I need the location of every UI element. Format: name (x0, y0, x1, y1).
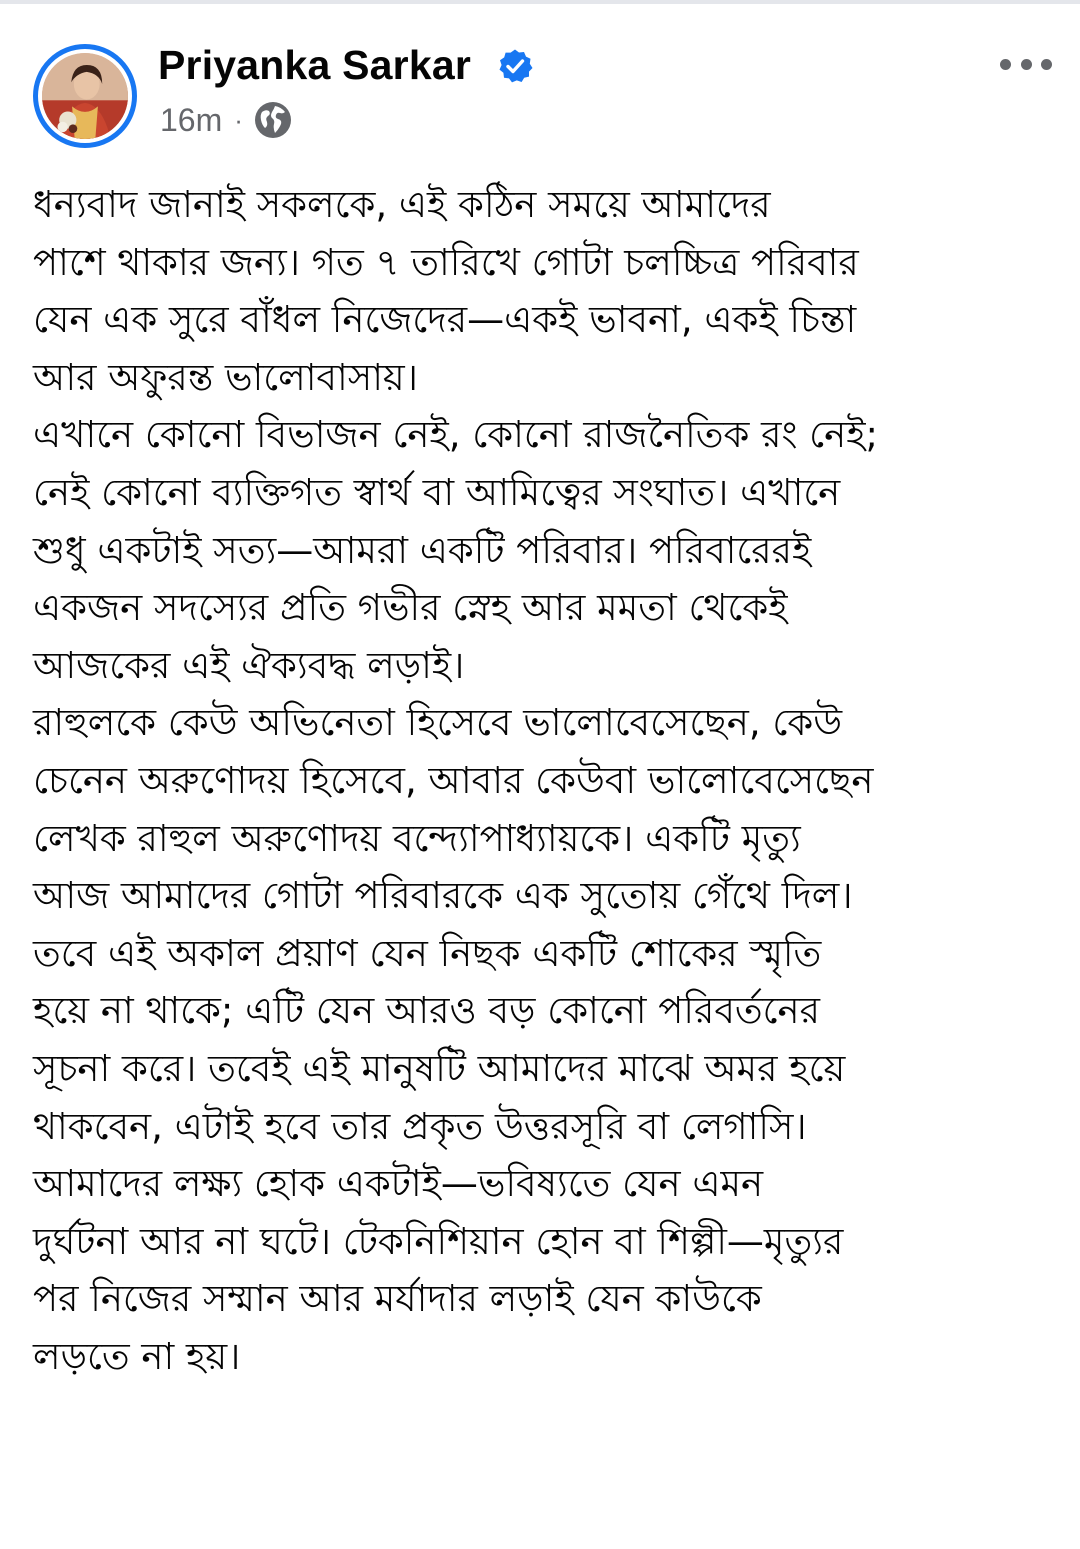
post-text-line: একজন সদস্যের প্রতি গভীর স্নেহ আর মমতা থেকেই (33, 586, 788, 630)
post-text-line: আমাদের লক্ষ্য হোক একটাই—ভবিষ্যতে যেন এমন (33, 1162, 764, 1206)
post-text-line: লেখক রাহুল অরুণোদয় বন্দ্যোপাধ্যায়কে। একটি মৃত্যু (33, 816, 801, 860)
more-options-button[interactable] (994, 44, 1058, 84)
profile-photo-icon (42, 53, 128, 139)
post-text-line: এখানে কোনো বিভাজন নেই, কোনো রাজনৈতিক রং নেই; (33, 413, 878, 457)
post-text-line: নেই কোনো ব্যক্তিগত স্বার্থ বা আমিত্বের সংঘাত। এখানে (33, 470, 841, 514)
post-text-line: দুর্ঘটনা আর না ঘটে। টেকনিশিয়ান হোন বা শিল্পী—মৃত্যুর (33, 1219, 844, 1263)
post-timestamp[interactable]: 16m (160, 101, 223, 138)
verified-badge-icon (497, 48, 533, 84)
globe-icon[interactable] (253, 100, 293, 140)
post-card (0, 4, 1080, 1549)
post-text-line: পর নিজের সম্মান আর মর্যাদার লড়াই যেন কাউকে (33, 1277, 762, 1321)
more-horizontal-icon (1041, 59, 1052, 70)
meta-separator: · (234, 104, 243, 135)
post-text-line: থাকবেন, এটাই হবে তার প্রকৃত উত্তরসূরি বা লেগাসি। (33, 1104, 807, 1148)
post-text-line: হয়ে না থাকে; এটি যেন আরও বড় কোনো পরিবর্তনের (33, 989, 820, 1033)
post-text-line: পাশে থাকার জন্য। গত ৭ তারিখে গোটা চলচ্চিত্র পরিবার (33, 240, 859, 284)
post-text-line: শুধু একটাই সত্য—আমরা একটি পরিবার। পরিবারেরই (33, 528, 812, 572)
post-text-line: চেনেন অরুণোদয় হিসেবে, আবার কেউবা ভালোবেসেছেন (33, 758, 874, 802)
more-horizontal-icon (1021, 59, 1032, 70)
post-text-line: যেন এক সুরে বাঁধল নিজেদের—একই ভাবনা, একই চিন্তা (33, 298, 857, 342)
post-text-line: আর অফুরন্ত ভালোবাসায়। (33, 355, 418, 399)
post-header (0, 4, 1080, 154)
post-text (33, 176, 1063, 1385)
post-text-line: লড়তে না হয়। (33, 1334, 241, 1378)
post-text-line: ধন্যবাদ জানাই সকলকে, এই কঠিন সময়ে আমাদের (33, 183, 771, 226)
author-avatar[interactable] (33, 44, 137, 148)
more-horizontal-icon (1000, 59, 1011, 70)
post-text-line: আজ আমাদের গোটা পরিবারকে এক সুতোয় গেঁথে দিল। (33, 874, 853, 918)
post-meta (160, 98, 293, 142)
post-text-line: সূচনা করে। তবেই এই মানুষটি আমাদের মাঝে অমর হয়ে (33, 1046, 846, 1090)
post-text-line: তবে এই অকাল প্রয়াণ যেন নিছক একটি শোকের স্মৃতি (33, 931, 822, 975)
post-text-line: আজকের এই ঐক্যবদ্ধ লড়াই। (33, 643, 465, 687)
author-name[interactable]: Priyanka Sarkar (158, 42, 472, 88)
post-text-line: রাহুলকে কেউ অভিনেতা হিসেবে ভালোবেসেছেন, কেউ (33, 701, 843, 745)
